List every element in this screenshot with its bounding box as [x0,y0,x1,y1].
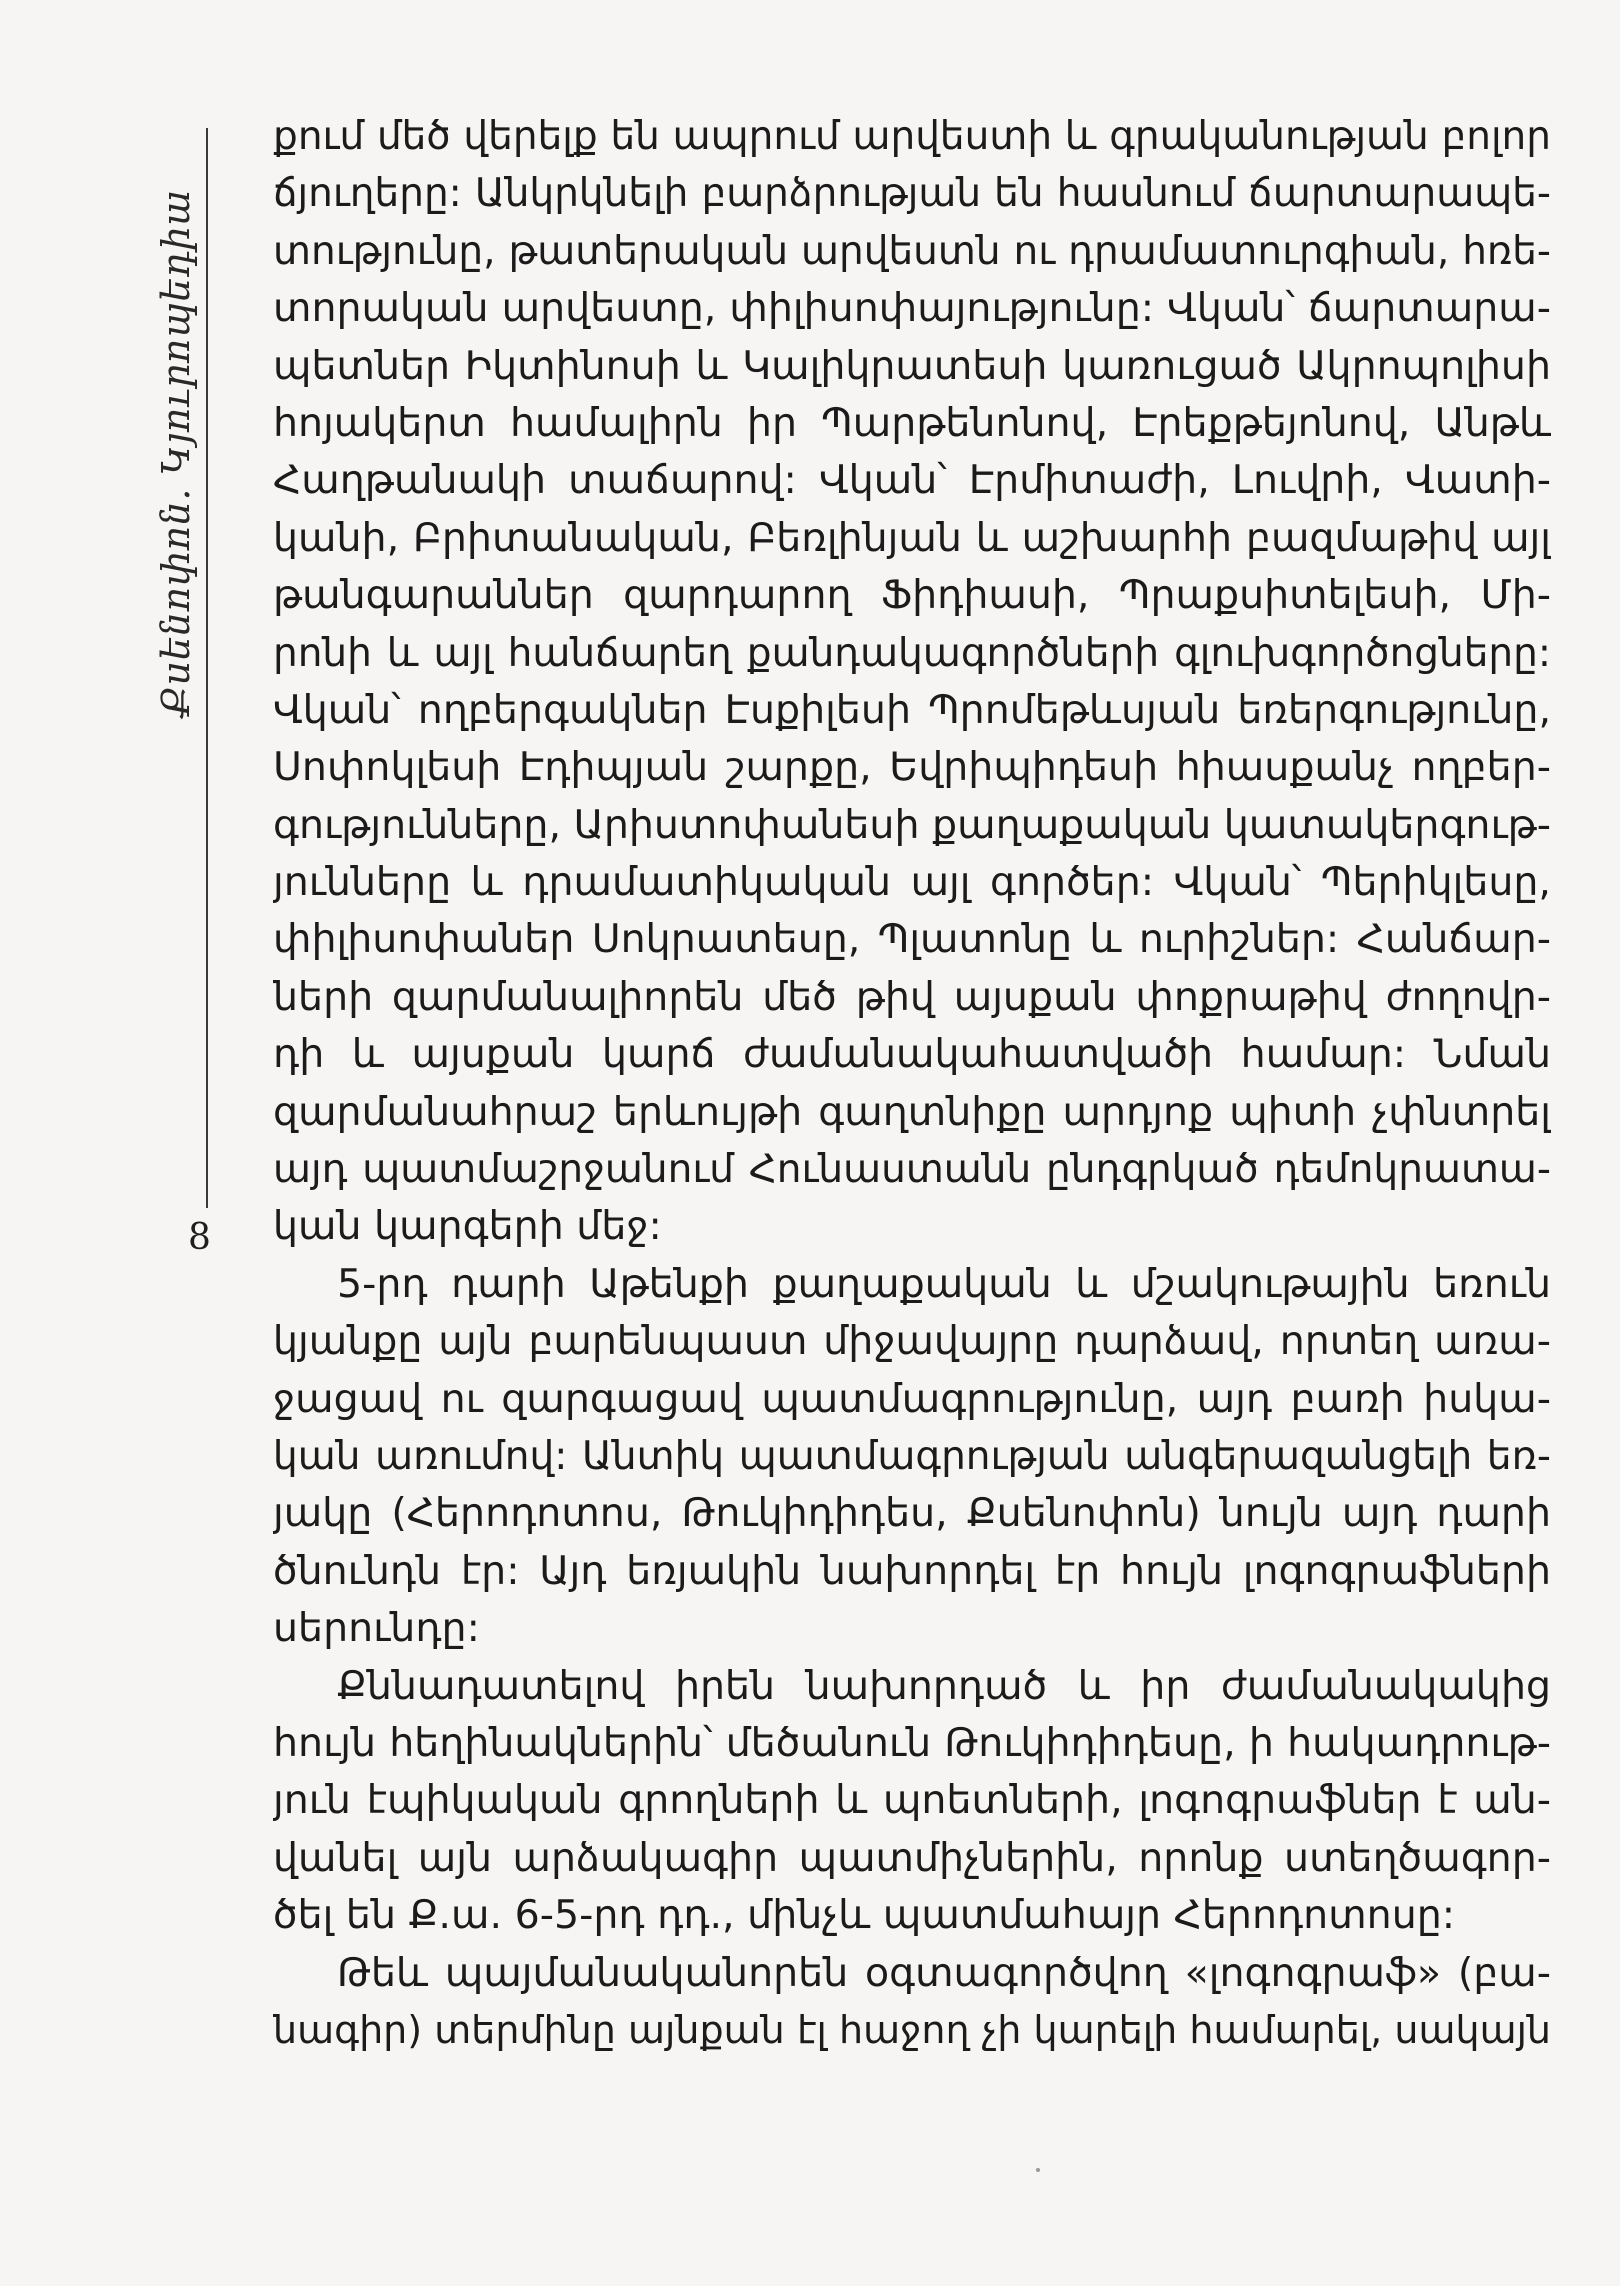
text-line: յակը (Հերոդոտոս, Թուկիդիդես, Քսենոփոն) նույն այդ դարի [273,1490,1551,1537]
text-line: 5-րդ դարի Աթենքի քաղաքական և մշակութային եռուն [337,1260,1551,1307]
text-line: սերունդը: [273,1605,480,1652]
text-line: ծել են Ք.ա. 6-5-րդ դդ., մինչև պատմահայր Հերոդոտոսը: [273,1892,1456,1939]
text-line: նագիր) տերմինը այնքան էլ հաջող չի կարելի համարել, սակայն [273,2007,1551,2052]
text-line: Սոփոկլեսի Էդիպյան շարքը, Եվրիպիդեսի հիասքանչ ողբեր- [273,744,1551,791]
text-line: այդ պատմաշրջանում Հունաստանն ընդգրկած դեմոկրատա- [273,1147,1551,1193]
text-line: Թեև պայմանականորեն օգտագործվող «լոգոգրաֆ» (բա- [337,1949,1551,1996]
text-line: կան առումով: Անտիկ պատմագրության անգերազանցելի եռ- [273,1433,1551,1479]
text-line: Վկան՝ ողբերգակներ Էսքիլեսի Պրոմեթևսյան եռերգությունը, [273,686,1551,733]
text-line: փիլիսոփաներ Սոկրատեսը, Պլատոնը և ուրիշներ: Հանճար- [273,916,1551,963]
text-line: կան կարգերի մեջ: [273,1203,662,1250]
text-line: կանի, Բրիտանական, Բեռլինյան և աշխարհի բազմաթիվ այլ [273,514,1551,561]
text-line: կյանքը այն բարենպաստ միջավայրը դարձավ, որտեղ առա- [273,1318,1551,1365]
text-line: տորական արվեստը, փիլիսոփայությունը: Վկան՝ ճարտարա- [273,285,1551,332]
text-line: դի և այսքան կարճ ժամանակահատվածի համար: Նման [273,1031,1551,1078]
margin-rule [206,128,208,1208]
text-line: րոնի և այլ հանճարեղ քանդակագործների գլուխգործոցները: [273,630,1551,676]
text-line: յունները և դրամատիկական այլ գործեր: Վկան՝ Պերիկլեսը, [273,859,1551,906]
text-line: տությունը, թատերական արվեստն ու դրամատուրգիան, հռե- [273,228,1551,274]
text-line: Հաղթանակի տաճարով: Վկան՝ Էրմիտաժի, Լուվրի, Վատի- [273,457,1551,504]
text-line: հույն հեղինակներին՝ մեծանուն Թուկիդիդեսը, ի հակադրութ- [273,1719,1551,1766]
text-line: ջացավ ու զարգացավ պատմագրությունը, այդ բառի իսկա- [273,1375,1551,1422]
text-line: ճյուղերը: Անկրկնելի բարձրության են հասնում ճարտարապե- [273,171,1551,217]
page-number: 8 [188,1217,211,1258]
text-line: Քննադատելով իրեն նախորդած և իր ժամանակակից [337,1662,1551,1709]
text-line: հոյակերտ համալիրն իր Պարթենոնով, Էրեքթեյոնով, Անթև [273,399,1551,446]
text-line: զարմանահրաշ երևույթի գաղտնիքը արդյոք պիտի չփնտրել [273,1088,1551,1135]
text-line: ների զարմանալիորեն մեծ թիվ այսքան փոքրաթիվ ժողովր- [273,973,1551,1020]
text-line: թանգարաններ զարդարող Ֆիդիասի, Պրաքսիտելեսի, Մի- [273,572,1551,619]
text-line: քում մեծ վերելք են ապրում արվեստի և գրականության բոլոր [273,114,1551,159]
running-head: Քսենոփոն. Կյուրոպեդիա [154,189,198,718]
text-line: պետներ Իկտինոսի և Կալիկրատեսի կառուցած Ակրոպոլիսի [273,342,1551,389]
text-line: յուն էպիկական գրողների և պոետների, լոգոգրաֆներ է ան- [273,1777,1551,1824]
text-line: ծնունդն էր: Այդ եռյակին նախորդել էր հույն լոգոգրաֆների [273,1547,1551,1594]
scan-speck [1036,2168,1040,2172]
body-text [273,108,1551,2059]
text-line: գությունները, Արիստոփանեսի քաղաքական կատակերգութ- [273,801,1551,848]
text-line: վանել այն արձակագիր պատմիչներին, որոնք ստեղծագոր- [273,1834,1551,1881]
